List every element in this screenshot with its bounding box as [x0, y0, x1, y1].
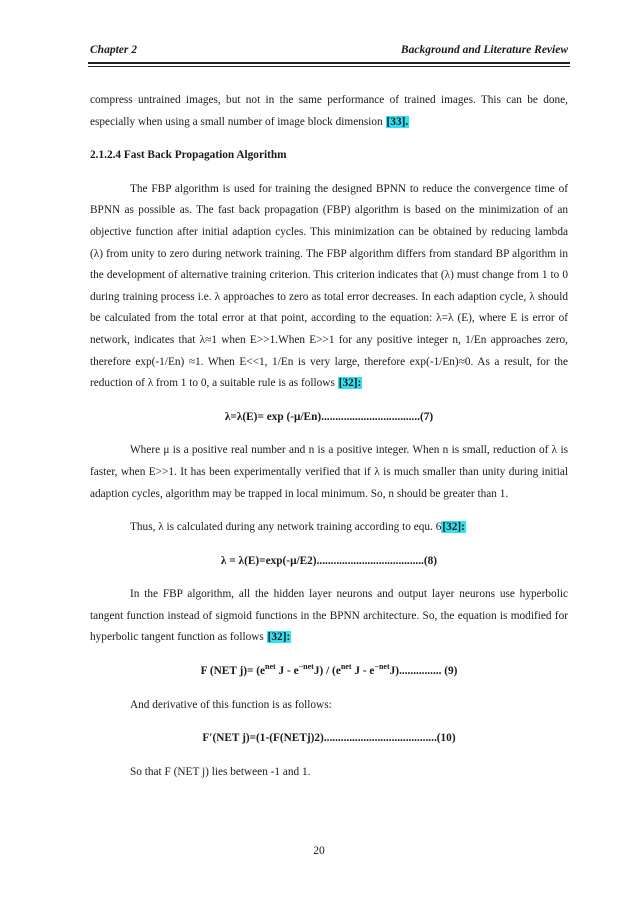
page-number: 20	[313, 845, 325, 857]
page-header	[90, 44, 568, 62]
citation-32: [32]:	[442, 521, 465, 534]
equation-part: J)............... (9)	[389, 665, 458, 678]
equation-superscript: net	[340, 662, 352, 672]
paragraph-where: Where μ is a positive real number and n is a positive integer. When n is small, reduction of λ is faster, when E>>1. It has been experimentally verified that if λ is much smaller than unity during initial adaption cycles, algorithm may be trapped in local minimum. So, n should be greater than 1.	[90, 444, 568, 500]
equation-superscript: −net	[298, 662, 314, 672]
equation-7: λ=λ(E)= exp (-μ/En)...................................(7)	[224, 410, 434, 423]
citation-33: [33].	[386, 115, 409, 128]
equation-9	[90, 661, 568, 683]
header-chapter: Chapter 2	[90, 44, 137, 56]
paragraph-text: compress untrained images, but not in the same performance of trained images. This can be done, especially when using a small number of image block dimension	[90, 94, 568, 128]
equation-part: F (NET j)= (e	[200, 665, 266, 678]
equation-part: J - e	[275, 665, 299, 678]
citation-32: [32]:	[338, 377, 362, 390]
header-section: Background and Literature Review	[400, 44, 568, 56]
body-text	[90, 90, 568, 783]
equation-superscript: −net	[374, 662, 390, 672]
citation-32: [32]:	[267, 631, 291, 644]
equation-part: J) / (e	[313, 665, 341, 678]
equation-10: F′(NET j)=(1-(F(NETj)2)........................................(10)	[202, 732, 456, 745]
paragraph-fbp-intro	[90, 179, 568, 395]
paragraph-range: So that F (NET j) lies between -1 and 1.	[130, 765, 311, 778]
equation-superscript: net	[265, 662, 276, 672]
equation-8: λ = λ(E)=exp(-μ/E2)......................................(8)	[220, 554, 438, 567]
header-rule	[88, 62, 570, 67]
paragraph-fbp-hidden-layer	[90, 584, 568, 649]
paragraph-text: Thus, λ is calculated during any network training according to equ. 6	[130, 521, 442, 534]
equation-part: J - e	[351, 665, 375, 678]
paragraph-continuation	[90, 90, 568, 133]
paragraph-text: In the FBP algorithm, all the hidden layer neurons and output layer neurons use hyperbolic tangent function instead of sigmoid functions in the BPNN architecture. So, the equation is modified for hyperbolic tangent function as follows	[90, 588, 568, 644]
paragraph-thus	[90, 517, 568, 539]
paragraph-text: The FBP algorithm is used for training the designed BPNN to reduce the convergence time of BPNN as possible as. The fast back propagation (FBP) algorithm is based on the minimization of an objective function after initial adaption cycles. This minimization can be obtained by reducing lambda (λ) from unity to zero during network training. The FBP algorithm differs from standard BP algorithm in the development of alternative training criterion. This criterion indicates that (λ) must change from 1 to 0 during training process i.e. λ approaches to zero as total error decreases. In each adaption cycle, λ should be calculated from the total error at that point, according to the equation: λ=λ (E), where E is error of network, indicates that λ≈1 when E>>1.When E>>1 for any positive integer n, 1/En approaches zero, therefore exp(-1/En) ≈1. When E<<1, 1/En is very large, therefore exp(-1/En)≈0. As a result, for the reduction of λ from 1 to 0, a suitable rule is as follows	[90, 182, 568, 390]
section-heading: 2.1.2.4 Fast Back Propagation Algorithm	[90, 149, 287, 162]
paragraph-derivative: And derivative of this function is as follows:	[130, 698, 332, 711]
